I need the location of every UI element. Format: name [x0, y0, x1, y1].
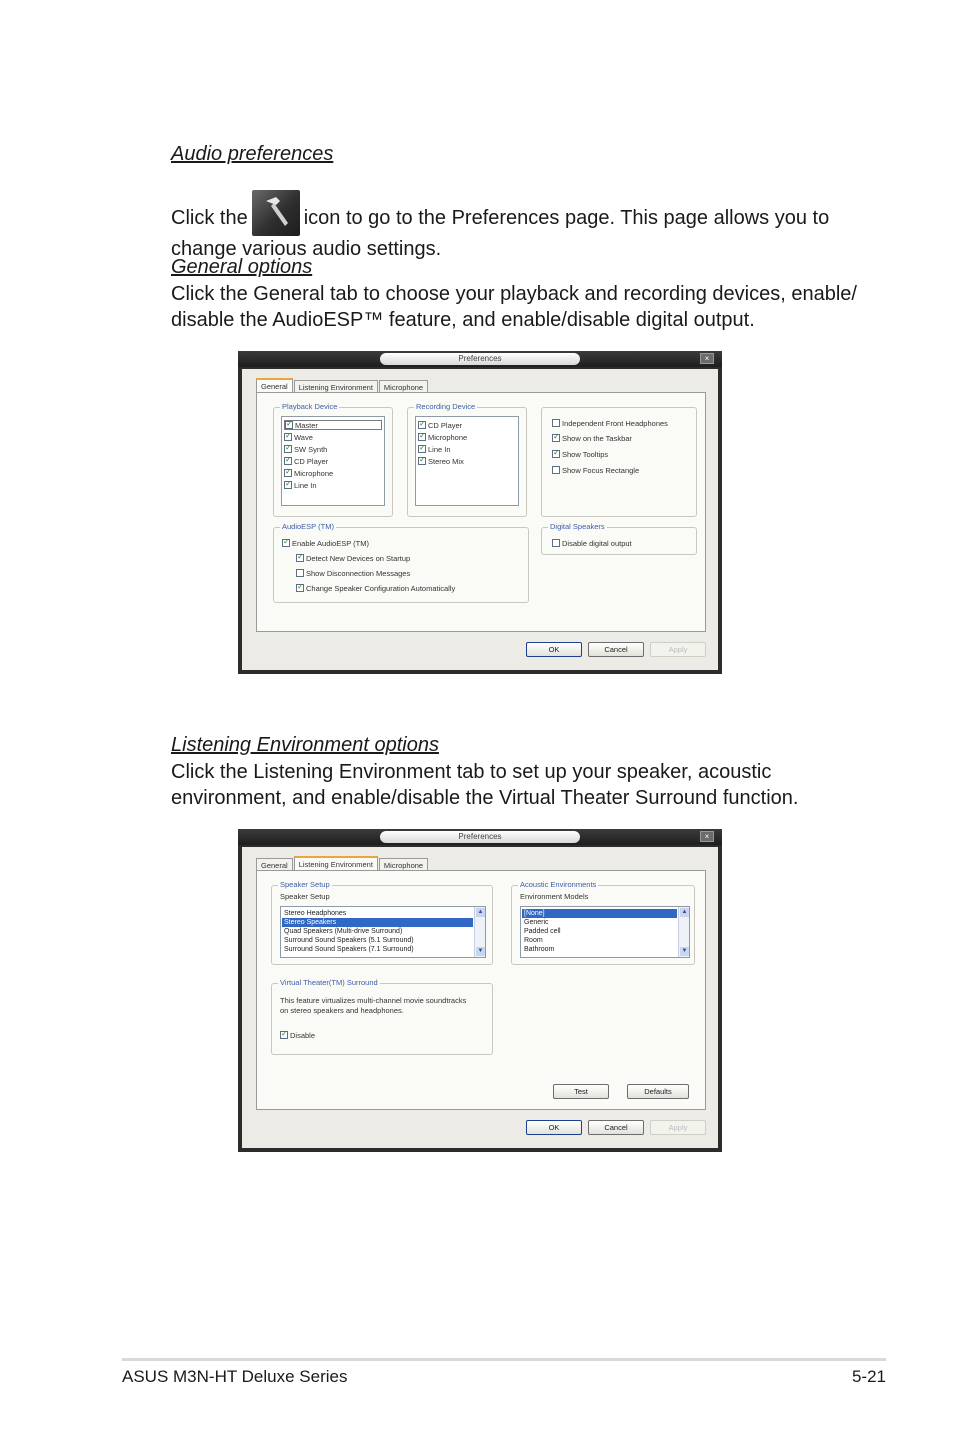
list-item[interactable]: Room	[524, 937, 543, 944]
footer-page-number: 5-21	[851, 1367, 886, 1386]
audioesp-label: AudioESP (TM)	[282, 522, 334, 531]
checkbox[interactable]	[418, 457, 426, 465]
speaker-setup-label: Speaker Setup	[280, 892, 330, 901]
checkbox[interactable]	[552, 539, 560, 547]
recording-item[interactable]: ✓ CD Player	[418, 420, 462, 430]
playback-device-label: Playback Device	[282, 402, 338, 411]
digital-speakers-label: Digital Speakers	[550, 522, 605, 531]
change-speaker-config-option[interactable]: ✓ Change Speaker Configuration Automatically	[296, 583, 455, 593]
defaults-button[interactable]: Defaults	[627, 1084, 689, 1099]
title-bar	[238, 351, 722, 367]
checkbox[interactable]	[552, 450, 560, 458]
audio-preferences-heading: Audio preferences	[171, 143, 334, 165]
cancel-button[interactable]: Cancel	[588, 642, 644, 657]
playback-item[interactable]: ✓ Microphone	[284, 468, 333, 478]
general-options-heading: General options	[171, 256, 313, 278]
checkbox[interactable]	[296, 584, 304, 592]
recording-device-list[interactable]	[415, 416, 519, 506]
list-item[interactable]: Surround Sound Speakers (5.1 Surround)	[284, 937, 414, 944]
speaker-setup-group	[271, 880, 493, 965]
checkbox[interactable]	[296, 554, 304, 562]
virtual-theater-label: Virtual Theater(TM) Surround	[280, 978, 378, 987]
detect-new-devices-option[interactable]: ✓ Detect New Devices on Startup	[296, 553, 410, 563]
checkbox[interactable]	[552, 466, 560, 474]
playback-item[interactable]: ✓ Wave	[284, 432, 313, 442]
checkbox[interactable]	[418, 445, 426, 453]
tab-microphone[interactable]: Microphone	[379, 380, 428, 393]
preferences-dialog-listening	[238, 829, 722, 1152]
list-item[interactable]: [None]	[522, 909, 677, 918]
list-item[interactable]: Generic	[524, 919, 549, 926]
virtual-theater-desc: on stereo speakers and headphones.	[280, 1006, 404, 1015]
recording-item[interactable]: ✓ Line In	[418, 444, 451, 454]
checkbox[interactable]	[418, 433, 426, 441]
digital-speakers-group	[541, 522, 697, 555]
listening-environment-heading: Listening Environment options	[171, 734, 439, 756]
scroll-up-icon[interactable]: ▲	[681, 909, 688, 915]
speaker-setup-group-label: Speaker Setup	[280, 880, 330, 889]
list-item[interactable]: Stereo Speakers	[282, 918, 473, 927]
cancel-button[interactable]: Cancel	[588, 1120, 644, 1135]
independent-headphones-option[interactable]: Independent Front Headphones	[552, 418, 668, 428]
listening-environment-panel	[256, 870, 706, 1110]
checkbox[interactable]	[284, 457, 292, 465]
playback-item[interactable]: ✓ SW Synth	[284, 444, 327, 454]
environment-models-label: Environment Models	[520, 892, 589, 901]
show-focus-rectangle-option[interactable]: Show Focus Rectangle	[552, 465, 639, 475]
checkbox[interactable]	[284, 469, 292, 477]
dialog-title: Preferences	[380, 831, 580, 843]
checkbox[interactable]	[280, 1031, 288, 1039]
test-button[interactable]: Test	[553, 1084, 609, 1099]
tab-listening-environment[interactable]: Listening Environment	[294, 380, 378, 393]
general-options-text: Click the General tab to choose your playback and recording devices, enable/ disable the AudioESP™ feature, and enable/disable digital output.	[171, 283, 857, 331]
tab-general[interactable]: General	[256, 858, 293, 871]
checkbox[interactable]	[296, 569, 304, 577]
checkbox[interactable]	[552, 419, 560, 427]
list-item[interactable]: Quad Speakers (Multi-drive Surround)	[284, 928, 403, 935]
tab-microphone[interactable]: Microphone	[379, 858, 428, 871]
tab-listening-environment[interactable]: Listening Environment	[294, 856, 378, 871]
checkbox[interactable]	[284, 445, 292, 453]
scrollbar[interactable]	[474, 907, 485, 957]
checkbox[interactable]	[284, 481, 292, 489]
footer-product-name: ASUS M3N-HT Deluxe Series	[122, 1367, 348, 1386]
ok-button[interactable]: OK	[526, 642, 582, 657]
close-button[interactable]: ×	[700, 353, 714, 364]
list-item[interactable]: Bathroom	[524, 946, 555, 953]
checkbox[interactable]	[285, 421, 293, 429]
acoustic-environments-group	[511, 880, 695, 965]
scrollbar[interactable]	[678, 907, 689, 957]
scroll-up-icon[interactable]: ▲	[477, 909, 484, 915]
recording-item[interactable]: ✓ Microphone	[418, 432, 467, 442]
enable-audioesp-option[interactable]: ✓ Enable AudioESP (TM)	[282, 538, 369, 548]
footer-divider	[122, 1358, 886, 1361]
tab-strip	[256, 378, 429, 393]
recording-device-label: Recording Device	[416, 402, 476, 411]
audio-preferences-text: Click the icon to go to the Preferences page. This page allows you to change various audio settings.	[171, 190, 871, 262]
apply-button[interactable]: Apply	[650, 1120, 706, 1135]
checkbox[interactable]	[282, 539, 290, 547]
hammer-icon	[252, 190, 300, 236]
tab-general[interactable]: General	[256, 378, 293, 393]
disable-vts-option[interactable]: ✓ Disable	[280, 1030, 315, 1040]
scroll-down-icon[interactable]: ▼	[681, 948, 688, 954]
speaker-setup-list[interactable]	[280, 906, 486, 958]
listening-environment-text: Click the Listening Environment tab to set up your speaker, acoustic environment, and enable/disable the Virtual Theater Surround function.	[171, 761, 799, 809]
environment-models-list[interactable]	[520, 906, 690, 958]
ok-button[interactable]: OK	[526, 1120, 582, 1135]
general-panel	[256, 392, 706, 632]
checkbox[interactable]	[418, 421, 426, 429]
virtual-theater-desc: This feature virtualizes multi-channel movie soundtracks	[280, 996, 467, 1005]
list-item[interactable]: Surround Sound Speakers (7.1 Surround)	[284, 946, 414, 953]
preferences-dialog-general	[238, 351, 722, 674]
show-taskbar-option[interactable]: ✓ Show on the Taskbar	[552, 433, 632, 443]
playback-item[interactable]: ✓ Master	[284, 420, 382, 430]
dialog-title: Preferences	[380, 353, 580, 365]
options-group	[541, 407, 697, 517]
playback-device-group	[273, 402, 393, 517]
close-button[interactable]: ×	[700, 831, 714, 842]
list-item[interactable]: Padded cell	[524, 928, 561, 935]
playback-item[interactable]: ✓ Line In	[284, 480, 317, 490]
show-tooltips-option[interactable]: ✓ Show Tooltips	[552, 449, 608, 459]
show-disconnection-option[interactable]: Show Disconnection Messages	[296, 568, 410, 578]
apply-button[interactable]: Apply	[650, 642, 706, 657]
virtual-theater-group	[271, 978, 493, 1055]
disable-digital-output-option[interactable]: Disable digital output	[552, 538, 632, 548]
recording-device-group	[407, 402, 527, 517]
checkbox[interactable]	[284, 433, 292, 441]
dialog-client	[242, 847, 718, 1148]
playback-item[interactable]: ✓ CD Player	[284, 456, 328, 466]
recording-item[interactable]: ✓ Stereo Mix	[418, 456, 464, 466]
tab-strip	[256, 856, 429, 871]
playback-device-list[interactable]	[281, 416, 385, 506]
title-bar	[238, 829, 722, 845]
acoustic-environments-group-label: Acoustic Environments	[520, 880, 597, 889]
dialog-client	[242, 369, 718, 670]
scroll-down-icon[interactable]: ▼	[477, 948, 484, 954]
audioesp-group	[273, 522, 529, 603]
list-item[interactable]: Stereo Headphones	[284, 910, 347, 917]
checkbox[interactable]	[552, 434, 560, 442]
